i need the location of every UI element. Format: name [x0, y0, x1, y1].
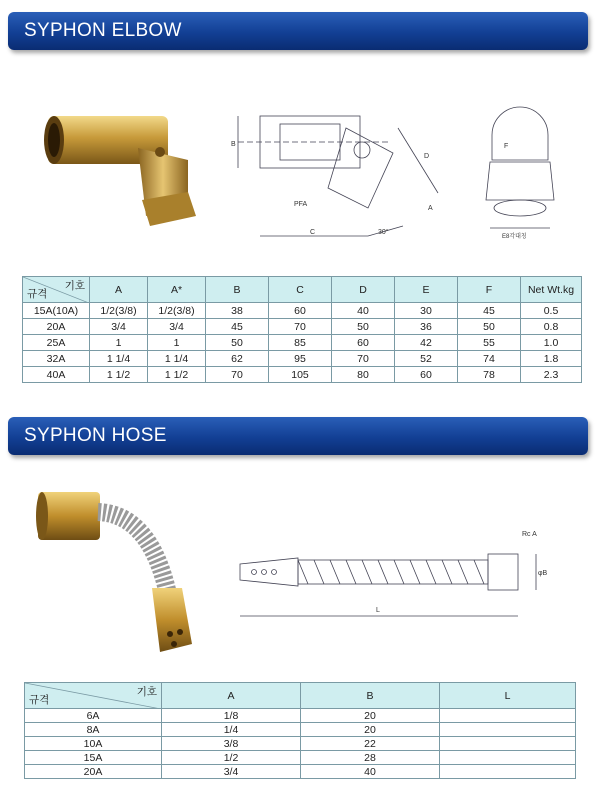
cell-l [440, 737, 576, 751]
cell-d: 40 [332, 303, 395, 319]
hose-photo [30, 484, 210, 664]
cell-d: 80 [332, 367, 395, 383]
dim-e-label: E8각대칭 [502, 234, 527, 240]
elbow-drawing [228, 98, 463, 258]
cell-b: 28 [301, 751, 440, 765]
cell-c: 95 [269, 351, 332, 367]
table-row [25, 723, 576, 737]
cell-c: 105 [269, 367, 332, 383]
dim-f-label: F [504, 143, 509, 150]
cell-a: 1/2(3/8) [90, 303, 148, 319]
cell-b: 20 [301, 709, 440, 723]
cell-size: 15A(10A) [23, 303, 90, 319]
cell-wt: 1.8 [521, 351, 582, 367]
table-row [23, 319, 582, 335]
cell-a: 1 1/4 [90, 351, 148, 367]
table-row [23, 303, 582, 319]
cell-b: 50 [206, 335, 269, 351]
cell-a: 1 1/2 [90, 367, 148, 383]
table-row [23, 367, 582, 383]
cell-a: 1/2 [162, 751, 301, 765]
cell-f: 74 [458, 351, 521, 367]
cell-f: 50 [458, 319, 521, 335]
cell-size: 20A [25, 765, 162, 779]
hose-spec-table [24, 682, 576, 779]
cell-f: 45 [458, 303, 521, 319]
cell-b: 45 [206, 319, 269, 335]
cell-e: 60 [395, 367, 458, 383]
cell-size: 20A [23, 319, 90, 335]
cell-a-star: 1 1/2 [148, 367, 206, 383]
col-e: E [395, 277, 458, 303]
cell-f: 78 [458, 367, 521, 383]
cell-size: 40A [23, 367, 90, 383]
header-spec-label: 규격 [29, 694, 50, 706]
col-l: L [440, 683, 576, 709]
dim-angle-label: 30° [378, 229, 389, 236]
cell-b: 62 [206, 351, 269, 367]
elbow-title: SYPHON ELBOW [24, 20, 182, 41]
cell-b: 22 [301, 737, 440, 751]
cell-d: 70 [332, 351, 395, 367]
cell-a: 3/4 [162, 765, 301, 779]
col-a: A [90, 277, 148, 303]
dim-phi-b-label: φB [538, 570, 548, 577]
cell-size: 25A [23, 335, 90, 351]
cell-wt: 0.5 [521, 303, 582, 319]
col-b: B [301, 683, 440, 709]
col-net-wt: Net Wt.kg [521, 277, 582, 303]
hose-title: SYPHON HOSE [24, 425, 167, 446]
hose-drawing [236, 524, 566, 634]
cell-c: 70 [269, 319, 332, 335]
cell-e: 42 [395, 335, 458, 351]
cell-wt: 0.8 [521, 319, 582, 335]
cell-size: 15A [25, 751, 162, 765]
table-row [23, 335, 582, 351]
cell-size: 10A [25, 737, 162, 751]
cell-a-star: 1 1/4 [148, 351, 206, 367]
elbow-header-corner [23, 277, 90, 303]
elbow-end-view [480, 100, 560, 245]
col-c: C [269, 277, 332, 303]
cell-b: 38 [206, 303, 269, 319]
table-row [23, 351, 582, 367]
cell-c: 85 [269, 335, 332, 351]
cell-size: 6A [25, 709, 162, 723]
cell-d: 60 [332, 335, 395, 351]
elbow-title-banner [8, 12, 588, 50]
cell-a: 3/8 [162, 737, 301, 751]
cell-size: 32A [23, 351, 90, 367]
table-row [25, 751, 576, 765]
hose-title-banner [8, 417, 588, 455]
cell-a: 1 [90, 335, 148, 351]
dim-c-label: C [310, 229, 316, 236]
table-row [25, 765, 576, 779]
cell-l [440, 751, 576, 765]
cell-a-star: 3/4 [148, 319, 206, 335]
cell-e: 30 [395, 303, 458, 319]
dim-l-label: L [376, 607, 380, 614]
dim-d-label: D [424, 153, 430, 160]
cell-wt: 2.3 [521, 367, 582, 383]
table-row [25, 737, 576, 751]
cell-l [440, 709, 576, 723]
dim-pfa-label: PFA [294, 201, 308, 208]
cell-b: 20 [301, 723, 440, 737]
cell-e: 36 [395, 319, 458, 335]
cell-b: 40 [301, 765, 440, 779]
dim-a-label: A [428, 205, 433, 212]
cell-f: 55 [458, 335, 521, 351]
dim-rc-label: Rc A [522, 531, 537, 538]
table-row [25, 709, 576, 723]
header-spec-label: 규격 [27, 288, 48, 300]
cell-a-star: 1 [148, 335, 206, 351]
cell-b: 70 [206, 367, 269, 383]
cell-e: 52 [395, 351, 458, 367]
dim-b-label: B [231, 141, 236, 148]
cell-a: 3/4 [90, 319, 148, 335]
cell-size: 8A [25, 723, 162, 737]
col-a-star: A* [148, 277, 206, 303]
col-f: F [458, 277, 521, 303]
hose-header-corner [25, 683, 162, 709]
header-code-label: 기호 [64, 280, 85, 292]
cell-a: 1/4 [162, 723, 301, 737]
header-code-label: 기호 [136, 686, 157, 698]
cell-l [440, 765, 576, 779]
cell-wt: 1.0 [521, 335, 582, 351]
cell-c: 60 [269, 303, 332, 319]
cell-a: 1/8 [162, 709, 301, 723]
col-a: A [162, 683, 301, 709]
col-b: B [206, 277, 269, 303]
cell-d: 50 [332, 319, 395, 335]
cell-a-star: 1/2(3/8) [148, 303, 206, 319]
col-d: D [332, 277, 395, 303]
elbow-photo [38, 108, 208, 228]
cell-l [440, 723, 576, 737]
elbow-spec-table [22, 276, 582, 383]
